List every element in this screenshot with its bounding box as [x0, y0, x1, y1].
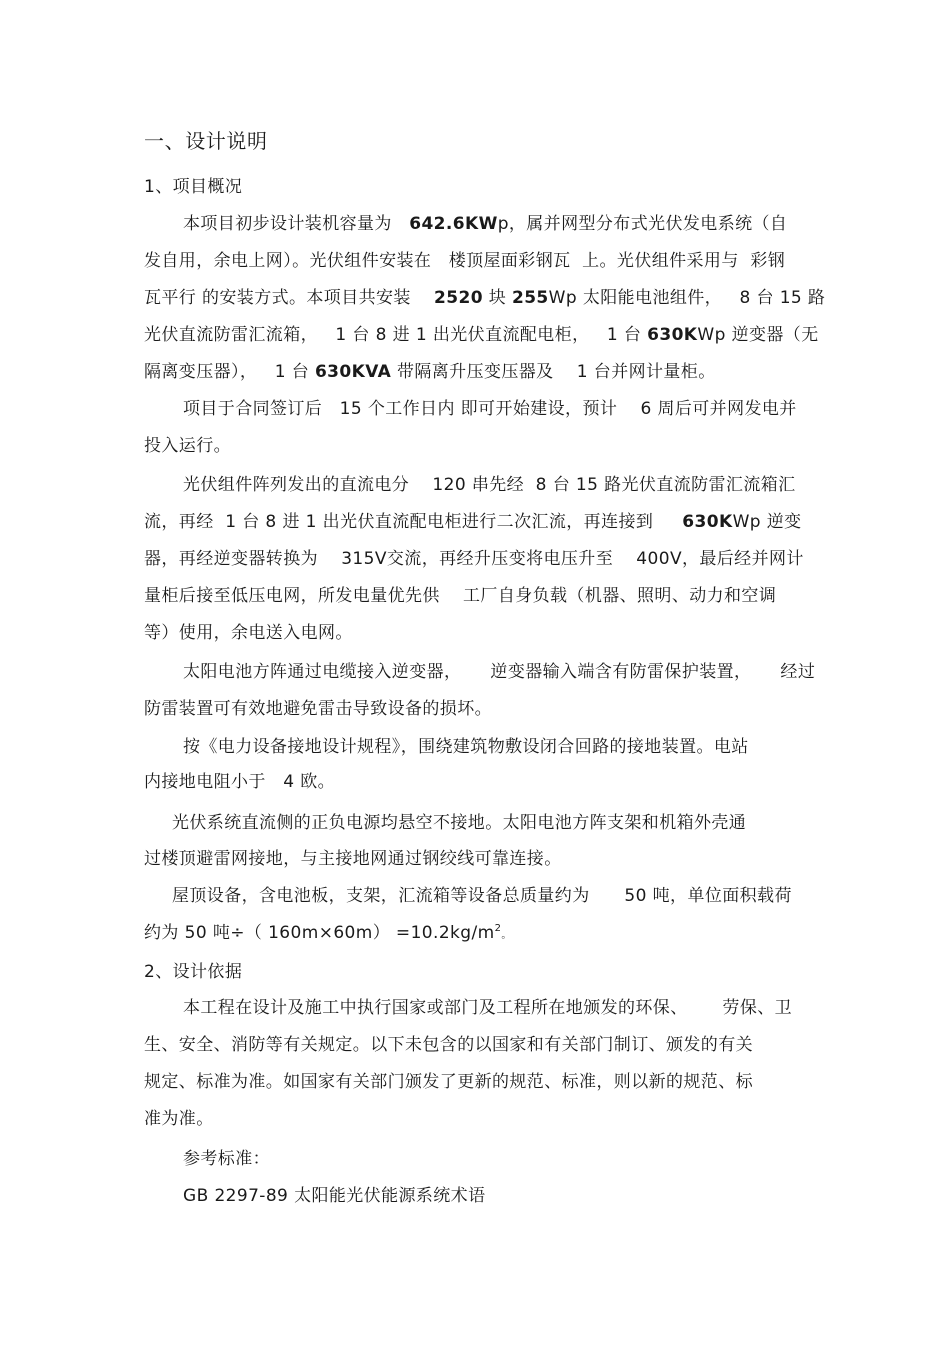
bold-value: 630K	[682, 512, 733, 532]
subsection-heading-project-overview: 1、项目概况	[144, 177, 243, 197]
text-span: Wp 太阳能电池组件， 8 台 15 路	[548, 288, 826, 308]
text-span: 。	[501, 930, 512, 941]
paragraph-line: 过楼顶避雷网接地，与主接地网通过钢绞线可靠连接。	[144, 849, 562, 869]
text-span: Wp 逆变器（无	[697, 325, 819, 345]
paragraph-line: 本工程在设计及施工中执行国家或部门及工程所在地颁发的环保、 劳保、卫	[183, 998, 793, 1018]
paragraph-line	[144, 324, 819, 346]
paragraph-line: 太阳电池方阵通过电缆接入逆变器， 逆变器输入端含有防雷保护装置， 经过	[183, 662, 816, 682]
paragraph-line	[144, 287, 825, 309]
paragraph-line: 发自用，余电上网）。光伏组件安装在 楼顶屋面彩钢瓦 上。光伏组件采用与 彩钢	[144, 251, 786, 271]
paragraph-line: 等）使用，余电送入电网。	[144, 623, 353, 643]
bold-value: 2520	[434, 288, 483, 308]
bold-value: 642.6KW	[409, 214, 498, 234]
text-span: Wp 逆变	[732, 512, 802, 532]
text-span: 隔离变压器）， 1 台	[144, 362, 315, 382]
bold-value: 630K	[647, 325, 698, 345]
paragraph-line: 生、安全、消防等有关规定。以下未包含的以国家和有关部门制订、颁发的有关	[144, 1035, 753, 1055]
text-span: p，属并网型分布式光伏发电系统（自	[497, 214, 788, 234]
paragraph-line: 光伏系统直流侧的正负电源均悬空不接地。太阳电池方阵支架和机箱外壳通	[172, 813, 747, 833]
bold-value: 255	[511, 288, 549, 308]
paragraph-line: 内接地电阻小于 4 欧。	[144, 772, 336, 792]
reference-standard-item: GB 2297-89 太阳能光伏能源系统术语	[183, 1186, 486, 1206]
paragraph-line: 项目于合同签订后 15 个工作日内 即可开始建设，预计 6 周后可并网发电并	[183, 399, 797, 419]
paragraph-line: 防雷装置可有效地避免雷击导致设备的损坏。	[144, 699, 492, 719]
paragraph-line: 器，再经逆变器转换为 315V交流，再经升压变将电压升至 400V，最后经并网计	[144, 549, 804, 569]
paragraph-line: 按《电力设备接地设计规程》，围绕建筑物敷设闭合回路的接地装置。电站	[183, 737, 749, 757]
paragraph-line: 规定、标准为准。如国家有关部门颁发了更新的规范、标准，则以新的规范、标	[144, 1072, 753, 1092]
bold-value: 630KVA	[314, 362, 392, 382]
subsection-heading-design-basis: 2、设计依据	[144, 962, 243, 982]
paragraph-line	[144, 922, 512, 947]
paragraph-line: 准为准。	[144, 1109, 214, 1129]
text-span: 块	[482, 288, 512, 308]
paragraph-line	[144, 511, 802, 533]
paragraph-line: 屋顶设备，含电池板，支架，汇流箱等设备总质量约为 50 吨，单位面积载荷	[172, 886, 792, 906]
text-span: 光伏直流防雷汇流箱， 1 台 8 进 1 出光伏直流配电柜， 1 台	[144, 325, 648, 345]
paragraph-line: 光伏组件阵列发出的直流电分 120 串先经 8 台 15 路光伏直流防雷汇流箱汇	[183, 475, 796, 495]
paragraph-line	[144, 361, 716, 383]
text-span: 本项目初步设计装机容量为	[183, 214, 410, 234]
paragraph-line: 投入运行。	[144, 436, 231, 456]
text-span: 约为 50 吨÷（ 160m×60m） =10.2kg/m	[144, 923, 495, 943]
text-span: 带隔离升压变压器及 1 台并网计量柜。	[391, 362, 716, 382]
text-span: 瓦平行 的安装方式。本项目共安装	[144, 288, 435, 308]
section-title: 一、设计说明	[144, 129, 268, 153]
reference-standards-label: 参考标准：	[183, 1149, 270, 1169]
paragraph-line	[183, 213, 787, 235]
superscript: 2	[494, 923, 502, 934]
paragraph-line: 量柜后接至低压电网，所发电量优先供 工厂自身负载（机器、照明、动力和空调	[144, 586, 777, 606]
text-span: 流，再经 1 台 8 进 1 出光伏直流配电柜进行二次汇流，再连接到	[144, 512, 683, 532]
